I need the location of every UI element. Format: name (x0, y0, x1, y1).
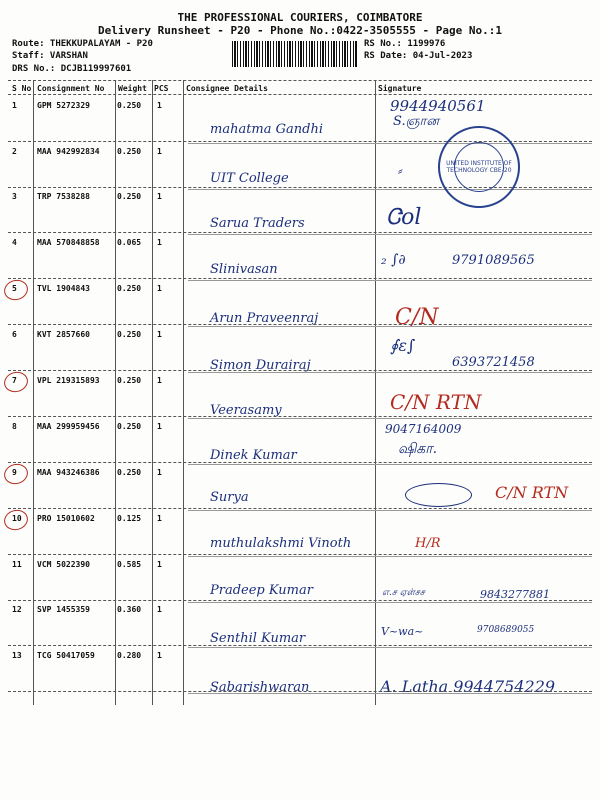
row-sno: 3 (12, 192, 17, 201)
row-pcs: 1 (157, 376, 162, 385)
institute-stamp: UNITED INSTITUTE OF TECHNOLOGY CBE-20 (438, 126, 520, 208)
row-weight: 0.250 (117, 330, 142, 339)
row-signature: H/R (415, 536, 441, 551)
row-sno: 2 (12, 147, 17, 156)
row-signature: C/N RTN (495, 483, 569, 502)
row-weight: 0.250 (117, 376, 142, 385)
row-consignment-no: SVP 1455359 (37, 605, 90, 614)
row-consignment-no: KVT 2857660 (37, 330, 90, 339)
row-signature: C/N RTN (390, 390, 482, 414)
row-consignment-no: MAA 943246386 (37, 468, 100, 477)
route-field: Route: THEKKUPALAYAM - P20 (12, 39, 153, 49)
table-top-rule (8, 80, 592, 81)
signature-scribble (405, 483, 472, 507)
row-consignee: Sarua Traders (210, 216, 305, 231)
signature-scribble: எ.ச ஏள்சச (382, 588, 425, 598)
table-header-rule (8, 94, 592, 95)
handwriting-line (188, 143, 592, 144)
col-divider (152, 80, 153, 705)
row-consignment-no: GPM 5272329 (37, 101, 90, 110)
row-consignment-no: VPL 219315893 (37, 376, 100, 385)
handwriting-line (188, 372, 592, 373)
row-consignment-no: TVL 1904843 (37, 284, 90, 293)
row-consignment-no: TCG 50417059 (37, 651, 95, 660)
row-signature: 6393721458 (452, 355, 535, 370)
runsheet-subtitle: Delivery Runsheet - P20 - Phone No.:0422-3505555 - Page No.:1 (98, 24, 502, 37)
row-separator (8, 462, 592, 463)
row-sno: 4 (12, 238, 17, 247)
row-signature: A. Latha 9944754229 (380, 677, 556, 696)
handwriting-line (188, 647, 592, 648)
row-sno: 11 (12, 560, 22, 569)
row-consignee: Dinek Kumar (210, 448, 297, 463)
signature-scribble: ⸗ (398, 163, 403, 179)
company-title: THE PROFESSIONAL COURIERS, COIMBATORE (177, 11, 423, 24)
staff-field: Staff: VARSHAN (12, 51, 88, 61)
handwriting-line (188, 693, 592, 694)
row-consignee: UIT College (210, 171, 289, 186)
col-divider (183, 80, 184, 705)
row-signature: C/N (395, 305, 439, 330)
row-circle-mark (2, 461, 30, 487)
row-separator (8, 554, 592, 555)
row-consignment-no: PRO 15010602 (37, 514, 95, 523)
col-header-consignee: Consignee Details (186, 84, 268, 93)
row-sno: 7 (12, 376, 17, 385)
row-weight: 0.360 (117, 605, 142, 614)
row-sno: 8 (12, 422, 17, 431)
row-separator (8, 691, 592, 692)
handwriting-line (188, 602, 592, 603)
row-consignee: Senthil Kumar (210, 631, 306, 646)
row-separator (8, 416, 592, 417)
row-sno: 6 (12, 330, 17, 339)
row-weight: 0.250 (117, 192, 142, 201)
row-pcs: 1 (157, 284, 162, 293)
row-consignee: Simon Durairaj (210, 358, 311, 373)
row-pcs: 1 (157, 560, 162, 569)
handwriting-line (188, 280, 592, 281)
handwriting-line (188, 234, 592, 235)
handwriting-line (188, 556, 592, 557)
signature-scribble: S.ஞான (393, 114, 439, 129)
row-weight: 0.250 (117, 284, 142, 293)
row-consignee: mahatma Gandhi (210, 122, 323, 137)
row-pcs: 1 (157, 514, 162, 523)
row-signature: 9708689055 (477, 625, 535, 635)
signature-scribble: V~wa~ (381, 625, 424, 638)
row-weight: 0.585 (117, 560, 142, 569)
row-pcs: 1 (157, 238, 162, 247)
handwriting-line (188, 418, 592, 419)
row-sno: 13 (12, 651, 22, 660)
row-consignee: Veerasamy (210, 403, 282, 418)
handwriting-line (188, 510, 592, 511)
row-consignment-no: MAA 570848858 (37, 238, 100, 247)
row-sno: 10 (12, 514, 22, 523)
row-pcs: 1 (157, 651, 162, 660)
row-signature: 9791089565 (452, 253, 535, 268)
row-pcs: 1 (157, 192, 162, 201)
row-separator (8, 324, 592, 325)
row-separator (8, 278, 592, 279)
row-weight: 0.250 (117, 468, 142, 477)
rs-date: RS Date: 04-Jul-2023 (364, 51, 473, 61)
row-sno: 1 (12, 101, 17, 110)
row-sno: 12 (12, 605, 22, 614)
col-divider (375, 80, 376, 705)
row-signature: 9047164009 (385, 422, 462, 436)
col-header-signature: Signature (378, 84, 422, 93)
row-sno: 5 (12, 284, 17, 293)
drs-number: DRS No.: DCJB119997601 (12, 64, 132, 74)
row-separator (8, 600, 592, 601)
row-pcs: 1 (157, 147, 162, 156)
row-pcs: 1 (157, 468, 162, 477)
signature-scribble: ₂ ∫∂ (381, 252, 406, 268)
row-consignee: Sabarishwaran (210, 680, 310, 695)
row-circle-mark (2, 507, 30, 533)
row-consignment-no: TRP 7538288 (37, 192, 90, 201)
row-consignment-no: MAA 299959456 (37, 422, 100, 431)
handwriting-line (188, 189, 592, 190)
row-weight: 0.250 (117, 147, 142, 156)
col-header-consignment: Consignment No (37, 84, 105, 93)
barcode (232, 41, 358, 67)
row-circle-mark (2, 277, 30, 303)
row-separator (8, 232, 592, 233)
row-signature: 9944940561 (390, 97, 486, 115)
row-weight: 0.065 (117, 238, 142, 247)
row-consignee: muthulakshmi Vinoth (210, 536, 352, 551)
signature-scribble: ஷிகா. (398, 441, 438, 457)
col-divider (115, 80, 116, 705)
row-consignee: Surya (210, 490, 249, 505)
row-consignment-no: VCM 5022390 (37, 560, 90, 569)
row-weight: 0.250 (117, 101, 142, 110)
row-pcs: 1 (157, 422, 162, 431)
col-header-weight: Weight (118, 84, 147, 93)
row-pcs: 1 (157, 605, 162, 614)
row-separator (8, 370, 592, 371)
col-divider (33, 80, 34, 705)
row-pcs: 1 (157, 101, 162, 110)
signature-scribble: Ꮳol (386, 205, 422, 230)
row-separator (8, 508, 592, 509)
row-pcs: 1 (157, 330, 162, 339)
row-weight: 0.250 (117, 422, 142, 431)
col-header-pcs: PCS (154, 84, 169, 93)
col-header-sno: S No (12, 84, 32, 93)
signature-scribble: ∮ε∫ (390, 336, 416, 355)
row-consignee: Slinivasan (210, 262, 278, 277)
row-sno: 9 (12, 468, 17, 477)
row-circle-mark (2, 369, 30, 395)
row-weight: 0.125 (117, 514, 142, 523)
handwriting-line (188, 464, 592, 465)
row-separator (8, 645, 592, 646)
row-consignee: Pradeep Kumar (210, 583, 313, 598)
row-signature: 9843277881 (480, 588, 550, 601)
row-weight: 0.280 (117, 651, 142, 660)
row-consignee: Arun Praveenraj (210, 311, 319, 326)
row-consignment-no: MAA 942992834 (37, 147, 100, 156)
rs-number: RS No.: 1199976 (364, 39, 446, 49)
handwriting-line (188, 326, 592, 327)
